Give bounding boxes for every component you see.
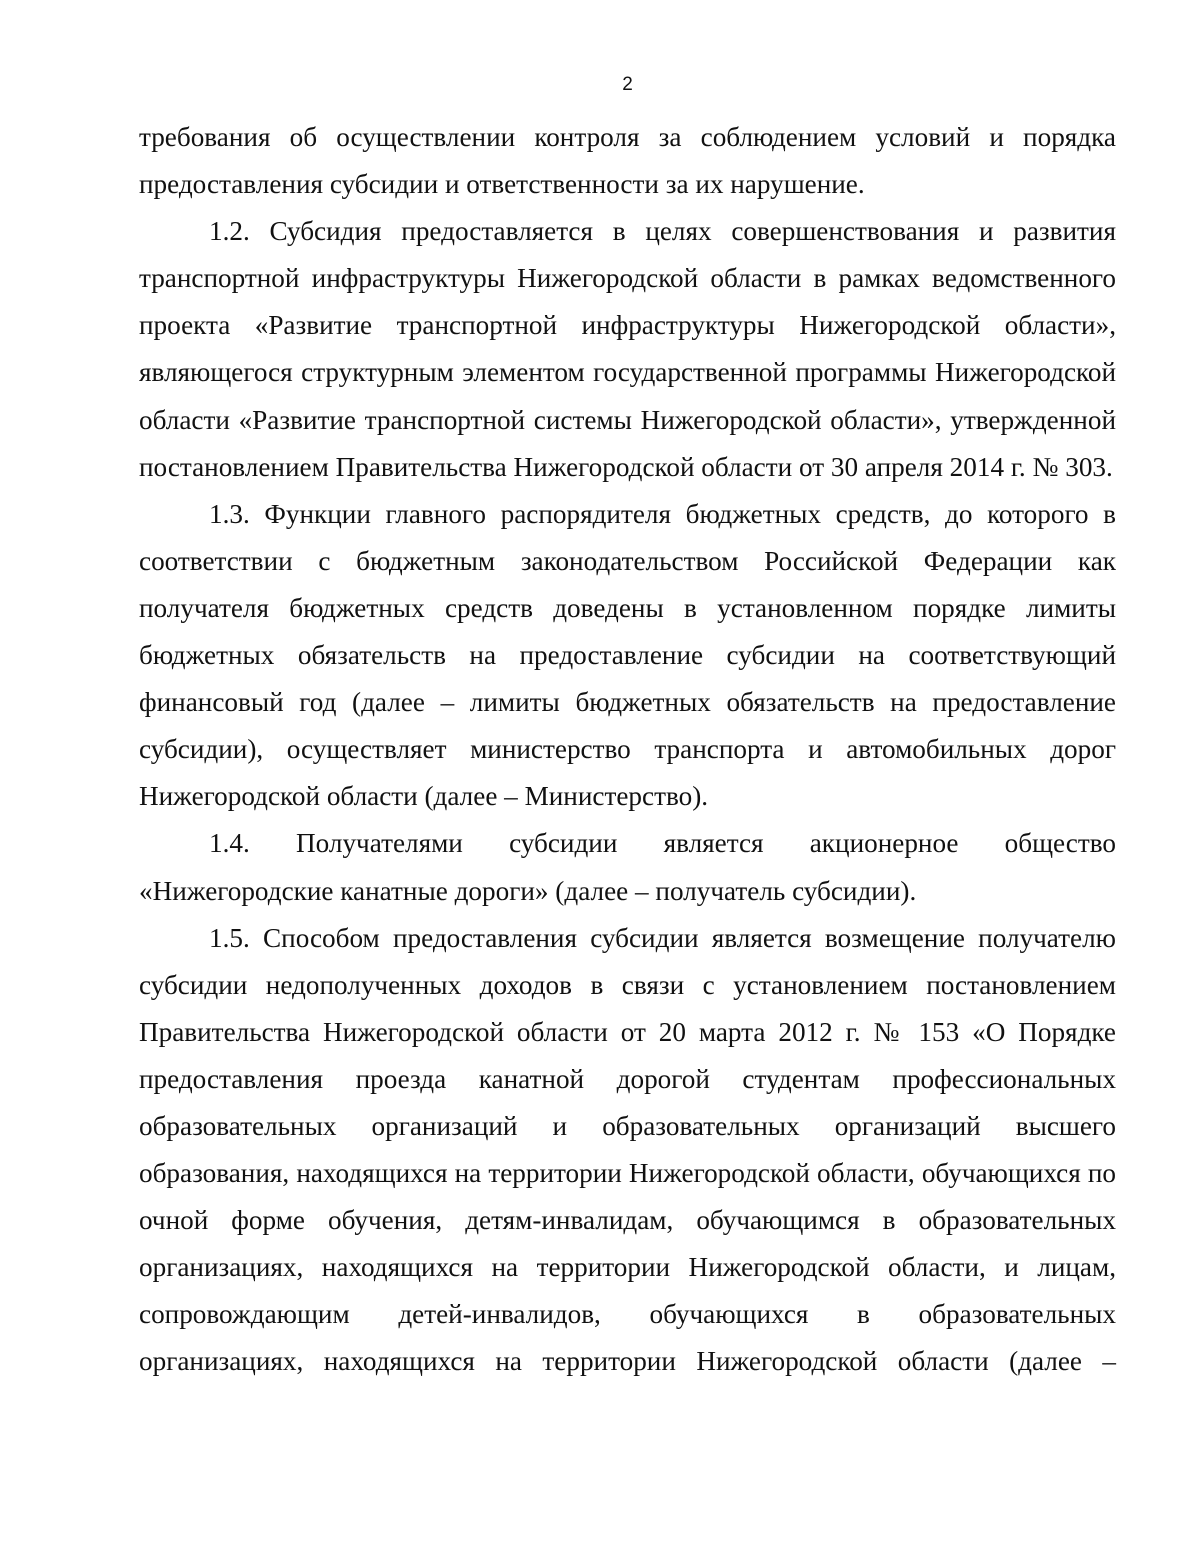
paragraph-1-3: 1.3. Функции главного распорядителя бюджетных средств, до которого в соответствии с бюджетным законодательством Российской Федерации как получателя бюджетных средств доведены в установленном порядке лимиты бюджетных обязательств на предоставление субсидии на соответствующий финансовый год (далее – лимиты бюджетных обязательств на предоставление субсидии), осуществляет министерство транспорта и автомобильных дорог Нижегородской области (далее – Министерство). (139, 498, 1116, 812)
paragraph-1-5: 1.5. Способом предоставления субсидии является возмещение получателю субсидии недополученных доходов в связи с установлением постановлением Правительства Нижегородской области от 20 марта 2012 г. № 153 «О Порядке предоставления проезда канатной дорогой студентам профессиональных образовательных организаций и образовательных организаций высшего образования, находящихся на территории Нижегородской области, обучающихся по очной форме обучения, детям-инвалидам, обучающимся в образовательных организациях, находящихся на территории Нижегородской области, и лицам, сопровождающим детей-инвалидов, обучающихся в образовательных организациях, находящихся на территории Нижегородской области (далее – (139, 922, 1116, 1377)
page-number: 2 (622, 74, 633, 95)
paragraph-1-2: 1.2. Субсидия предоставляется в целях совершенствования и развития транспортной инфраструктуры Нижегородской области в рамках ведомственного проекта «Развитие транспортной инфраструктуры Нижегородской области», являющегося структурным элементом государственной программы Нижегородской области «Развитие транспортной системы Нижегородской области», утвержденной постановлением Правительства Нижегородской области от 30 апреля 2014 г. № 303. (139, 216, 1116, 482)
paragraph-1-4: 1.4. Получателями субсидии является акционерное общество «Нижегородские канатные дороги» (далее – получатель субсидии). (139, 828, 1116, 906)
paragraph-continuation: требования об осуществлении контроля за соблюдением условий и порядка предоставления субсидии и ответственности за их нарушение. (139, 122, 1116, 200)
document-body (139, 114, 1116, 1386)
